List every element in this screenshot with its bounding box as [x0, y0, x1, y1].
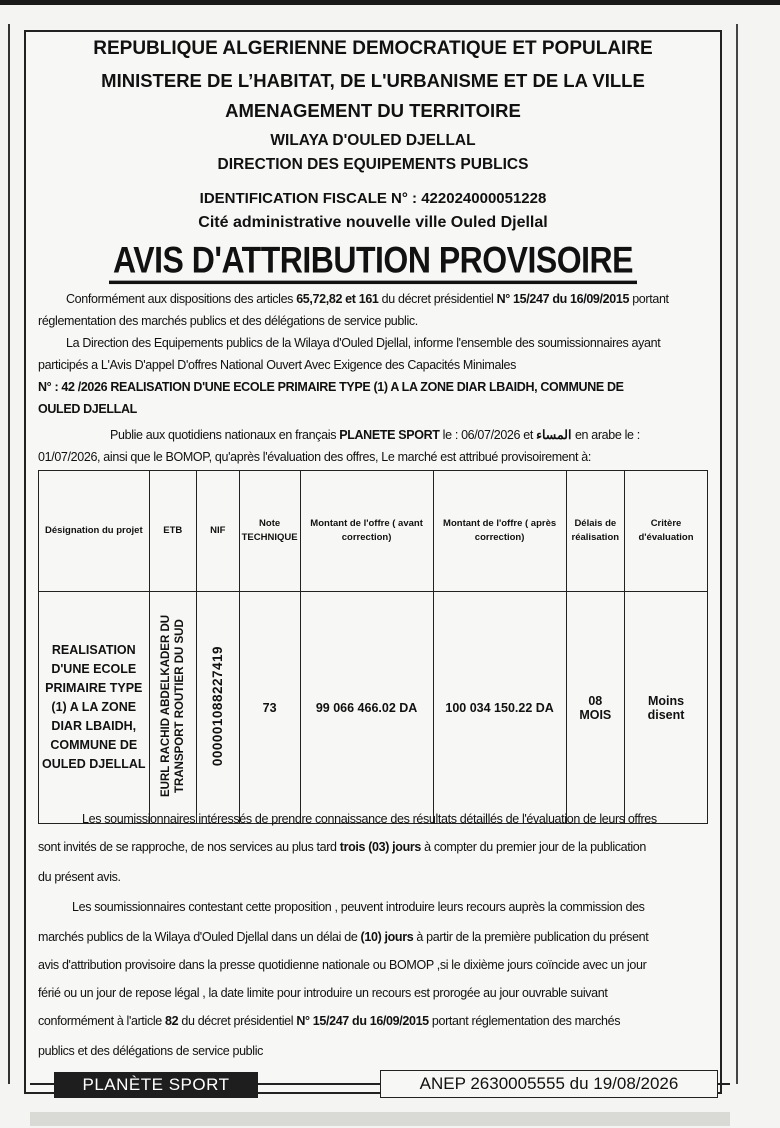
col-header-critere: Critère d'évaluation [625, 471, 708, 592]
intro-articles: 65,72,82 et 161 [296, 292, 379, 306]
intro-para-2-line-1: La Direction des Equipements publics de la Wilaya d'Ouled Djellal, informe l'ensemble des soumissionnaires ayant [66, 336, 661, 350]
body-recourse-delay: (10) jours [360, 930, 414, 944]
intro-tender-ref: N° : 42 /2026 REALISATION D'UNE ECOLE PRIMAIRE TYPE (1) A LA ZONE DIAR LBAIDH, COMMUNE DE [38, 380, 624, 394]
delais-value: 08 MOIS [579, 693, 612, 722]
intro-para-3-line-2: 01/07/2026, ainsi que le BOMOP, qu'après l'évaluation des offres, Le marché est attribué provisoirement à: [38, 450, 591, 464]
intro-decree: N° 15/247 du 16/09/2015 [496, 292, 630, 306]
intro-text: portant [629, 292, 669, 306]
body-line-5 [38, 926, 648, 948]
cell-montant-apres: 100 034 150.22 DA [433, 592, 566, 824]
col-header-montant-avant: Montant de l'offre ( avant correction) [300, 471, 433, 592]
col-header-montant-apres: Montant de l'offre ( après correction) [433, 471, 566, 592]
col-header-nif: NIF [196, 471, 239, 592]
cell-nif [196, 592, 239, 824]
body-deadline: trois (03) jours [339, 840, 421, 854]
body-line-1: Les soumissionnaires intéressés de prendre connaissance des résultats détaillés de l'évaluation de leurs offres [82, 812, 657, 826]
cell-montant-avant: 99 066 466.02 DA [300, 592, 433, 824]
col-header-etb: ETB [149, 471, 196, 592]
header-fiscal-id: IDENTIFICATION FISCALE N° : 422024000051228 [199, 190, 547, 207]
body-text: sont invités de se rapproche, de nos services au plus tard [38, 840, 340, 854]
col-header-delais: Délais de réalisation [566, 471, 624, 592]
intro-text: le : 06/07/2026 et [439, 428, 537, 442]
body-text: à compter du premier jour de la publication [421, 840, 647, 854]
notice-frame [24, 30, 722, 1094]
intro-text: du décret présidentiel [378, 292, 497, 306]
anep-reference: ANEP 2630005555 du 19/08/2026 [380, 1070, 718, 1098]
next-ad-strip [30, 1112, 730, 1126]
header-address: Cité administrative nouvelle ville Ouled Djellal [198, 214, 548, 231]
intro-newspaper-ar: المساء [536, 428, 572, 442]
body-article: 82 [165, 1014, 179, 1028]
intro-newspaper-fr: PLANETE SPORT [339, 428, 440, 442]
body-line-2 [38, 836, 646, 858]
body-text: conformément à l'article [38, 1014, 166, 1028]
header-direction: DIRECTION DES EQUIPEMENTS PUBLICS [217, 156, 529, 173]
intro-para-1-line-1 [66, 288, 669, 310]
intro-para-1-line-2: réglementation des marchés publics et des délégations de service public. [38, 314, 418, 328]
top-border [0, 0, 780, 5]
table-header-row [39, 471, 708, 592]
body-line-9: publics et des délégations de service public [38, 1044, 264, 1058]
cell-designation: REALISATION D'UNE ECOLE PRIMAIRE TYPE (1) A LA ZONE DIAR LBAIDH, COMMUNE DE OULED DJELLAL [39, 592, 150, 824]
body-text: marchés publics de la Wilaya d'Ouled Djellal dans un délai de [38, 930, 361, 944]
intro-para-2-line-2: participés a L'Avis D'appel D'offres National Ouvert Avec Exigence des Capacités Minimales [38, 358, 516, 372]
attribution-table [38, 470, 708, 824]
col-header-note: Note TECHNIQUE [239, 471, 300, 592]
intro-text: Publie aux quotidiens nationaux en français [110, 428, 340, 442]
header-republic: REPUBLIQUE ALGERIENNE DEMOCRATIQUE ET POPULAIRE [93, 38, 653, 59]
intro-para-3-line-1 [110, 424, 640, 446]
intro-text: Conformément aux dispositions des articles [66, 292, 297, 306]
body-text: portant réglementation des marchés [428, 1014, 621, 1028]
body-line-8 [38, 1010, 620, 1032]
body-line-4: Les soumissionnaires contestant cette proposition , peuvent introduire leurs recours auprès la commission des [72, 900, 645, 914]
left-column-rule [8, 24, 10, 1084]
body-text: du décret présidentiel [178, 1014, 297, 1028]
table-row [39, 592, 708, 824]
body-line-7: férié ou un jour de repose légal , la date limite pour introduire un recours est prorogée au jour ouvrable suivant [38, 986, 608, 1000]
nif-number: 000001088227419 [210, 645, 226, 767]
critere-value: Moins disent [647, 693, 685, 722]
header-amenagement: AMENAGEMENT DU TERRITOIRE [225, 100, 521, 121]
header-ministry: MINISTERE DE L’HABITAT, DE L'URBANISME ET DE LA VILLE [101, 70, 645, 91]
etb-name: EURL RACHID ABDELKADER DU TRANSPORT ROUTIER DU SUD [159, 614, 186, 798]
header-wilaya: WILAYA D'OULED DJELLAL [270, 132, 476, 149]
col-header-designation: Désignation du projet [39, 471, 150, 592]
notice-title [26, 239, 720, 282]
intro-text: en arabe le : [571, 428, 640, 442]
cell-critere [625, 592, 708, 824]
cell-note: 73 [239, 592, 300, 824]
cell-delais [566, 592, 624, 824]
right-column-rule [736, 24, 738, 1084]
intro-tender-ref-cont: OULED DJELLAL [38, 402, 137, 416]
body-decree: N° 15/247 du 16/09/2015 [296, 1014, 429, 1028]
publication-label: PLANÈTE SPORT [54, 1072, 258, 1098]
cell-etb [149, 592, 196, 824]
notice-title-text: AVIS D'ATTRIBUTION PROVISOIRE [109, 239, 637, 284]
body-line-3: du présent avis. [38, 870, 121, 884]
body-text: à partir de la première publication du présent [413, 930, 649, 944]
body-line-6: avis d'attribution provisoire dans la presse quotidienne nationale ou BOMOP ,si le dixième jours coïncide avec un jour [38, 958, 647, 972]
